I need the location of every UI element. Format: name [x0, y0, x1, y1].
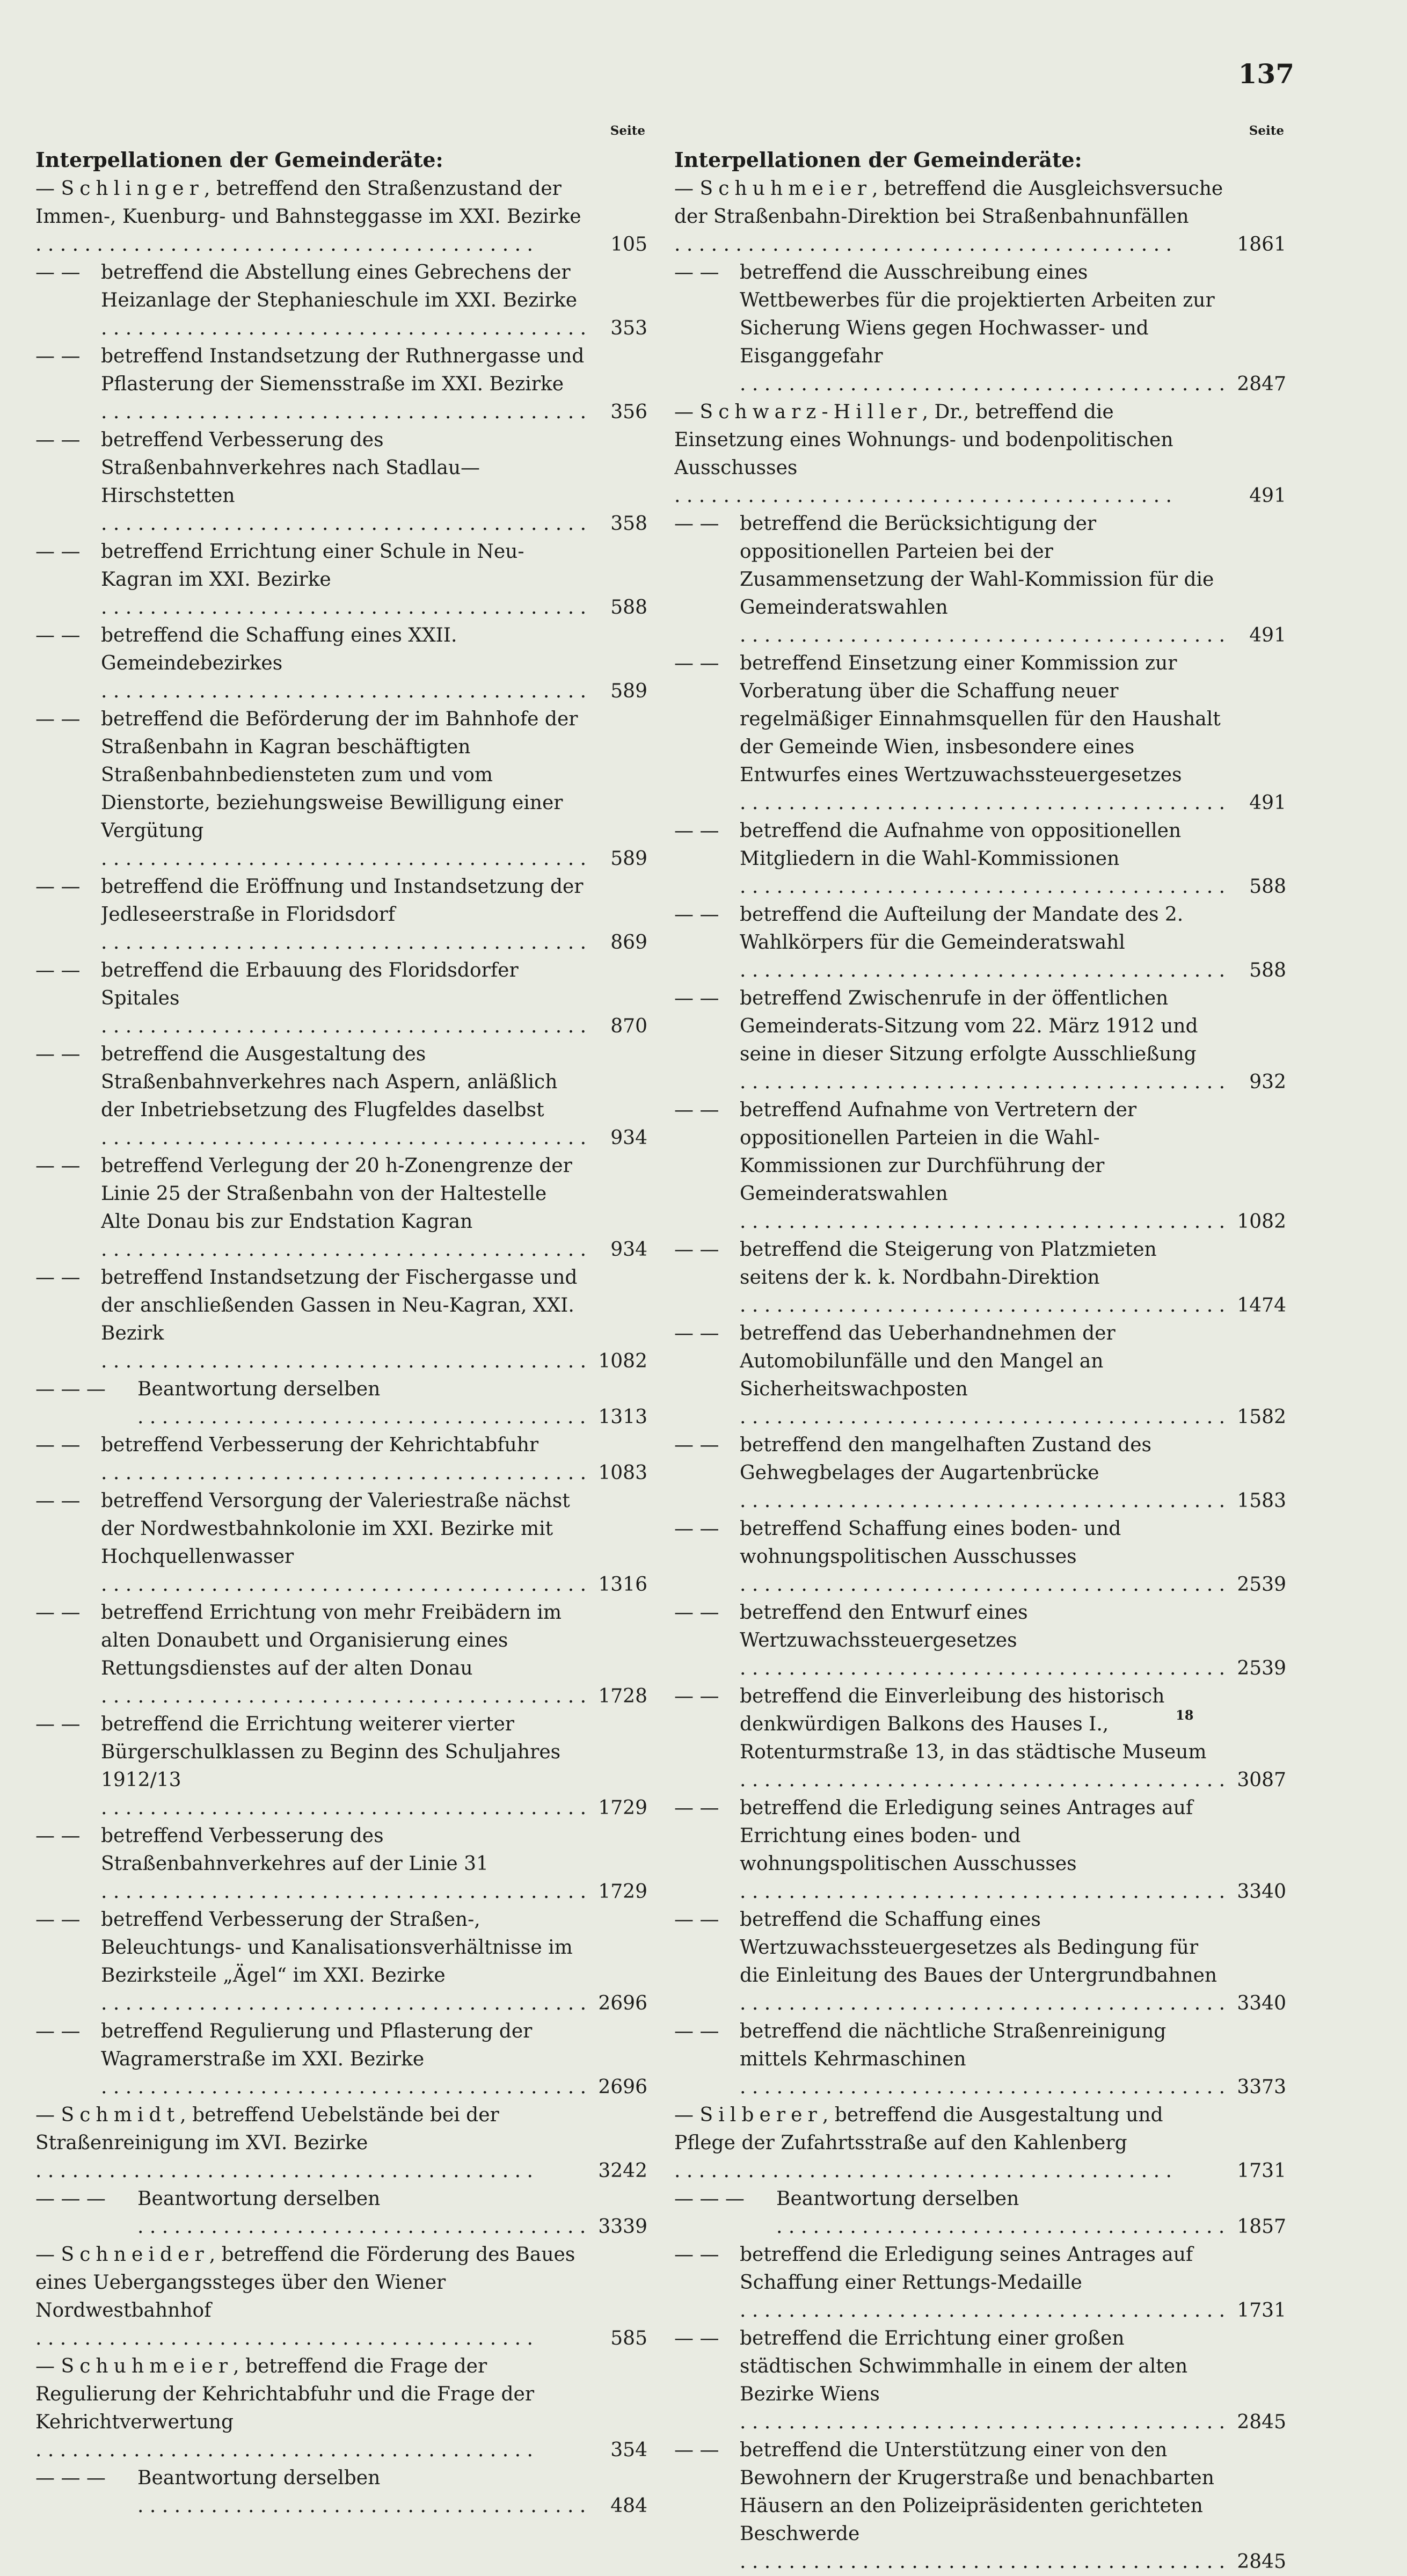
- entry-dash: — —: [35, 261, 81, 283]
- entry-dash: — —: [674, 904, 719, 926]
- entry-text: betreffend Verbesserung der Straßen-, Beleuchtungs- und Kanalisationsverhältnisse im Bezirksteile „Ägel“ im XXI. Bezirke: [101, 1909, 573, 1986]
- page-reference: 1731: [1237, 2160, 1286, 2182]
- index-entry: [674, 2101, 1286, 2185]
- entry-text: betreffend Errichtung von mehr Freibädern im alten Donaubett und Organisierung eines Rettungsdienstes auf der alten Donau: [101, 1602, 562, 1679]
- index-entry: [35, 2241, 647, 2353]
- entry-text: betreffend die Abstellung eines Gebrechens der Heizanlage der Stephanieschule im XXI. Bezirke: [101, 261, 578, 311]
- page-reference: 1316: [598, 1574, 647, 1596]
- index-entry: [35, 2464, 647, 2520]
- index-entry: [674, 2185, 1286, 2241]
- entry-text: betreffend die Erbauung des Floridsdorfer Spitales: [101, 959, 519, 1009]
- entry-dash: — —: [35, 1043, 81, 1065]
- page-number: 137: [1238, 58, 1294, 90]
- entry-dash: — —: [35, 2020, 81, 2042]
- councillor-name: Schuhmeier: [699, 178, 872, 200]
- page-reference: 870: [610, 1015, 647, 1037]
- page-reference: 491: [1249, 485, 1286, 507]
- index-entry: [674, 2018, 1286, 2101]
- entry-dash: — —: [35, 959, 81, 981]
- entry-text: betreffend die Erledigung seines Antrages auf Schaffung einer Rettungs-Medaille: [740, 2244, 1193, 2294]
- index-entry: [35, 1376, 647, 1431]
- entry-text: , betreffend die Frage der Regulierung der Kehrichtabfuhr und die Frage der Kehrichtverwertung: [35, 2355, 535, 2433]
- index-entry: [35, 873, 647, 957]
- entry-dash: — —: [674, 261, 719, 283]
- entry-text: betreffend den Entwurf eines Wertzuwachssteuergesetzes: [740, 1602, 1028, 1651]
- index-entry: [35, 1711, 647, 1822]
- entry-dash: — —: [674, 2439, 719, 2461]
- page-reference: 2845: [1237, 2411, 1286, 2433]
- entry-text: betreffend Verbesserung des Straßenbahnverkehres nach Stadlau—Hirschstetten: [101, 429, 480, 507]
- entry-text: , Dr., betreffend die Einsetzung eines Wohnungs- und bodenpolitischen Ausschusses: [674, 401, 1173, 479]
- page-reference: 869: [610, 932, 647, 954]
- index-entry: [35, 622, 647, 705]
- entry-text: , betreffend Uebelstände bei der Straßenreinigung im XVI. Bezirke: [35, 2104, 499, 2154]
- page-reference: 588: [1249, 876, 1286, 898]
- index-entry: [674, 398, 1286, 510]
- entry-dash: — —: [674, 1685, 719, 1707]
- index-entry: [674, 650, 1286, 817]
- entry-text: betreffend Instandsetzung der Ruthnergasse und Pflasterung der Siemensstraße im XXI. Bezirke: [101, 345, 585, 395]
- signature-mark: 18: [1176, 1707, 1194, 1723]
- seite-label-left: Seite: [610, 123, 645, 138]
- entry-list-right: [674, 175, 1286, 2576]
- page-reference: 3340: [1237, 1992, 1286, 2014]
- page-reference: 354: [610, 2439, 647, 2461]
- councillor-name: Schmidt: [61, 2104, 180, 2126]
- entry-dash: —: [35, 2355, 55, 2377]
- index-entry: [35, 705, 647, 873]
- entry-text: Beantwortung derselben: [137, 1378, 381, 1400]
- entry-dash: — —: [35, 1490, 81, 1512]
- page-reference: 1729: [598, 1797, 647, 1819]
- entry-dash: — —: [674, 652, 719, 674]
- index-entry: [35, 1822, 647, 1906]
- index-entry: [674, 2325, 1286, 2436]
- entry-dash: — —: [674, 1239, 719, 1261]
- index-entry: [35, 1040, 647, 1152]
- index-entry: [674, 1431, 1286, 1515]
- entry-dash: — —: [674, 1434, 719, 1456]
- page-reference: 3087: [1237, 1769, 1286, 1791]
- index-entry: [35, 2101, 647, 2185]
- page-reference: 934: [610, 1239, 647, 1261]
- entry-dash: — —: [674, 513, 719, 535]
- entry-text: , betreffend die Ausgestaltung und Pflege der Zufahrtsstraße auf den Kahlenberg: [674, 2104, 1163, 2154]
- entry-dash: — —: [35, 624, 81, 646]
- index-entry: [35, 343, 647, 426]
- entry-text: betreffend die Errichtung weiterer vierter Bürgerschulklassen zu Beginn des Schuljahres 1912/13: [101, 1713, 561, 1791]
- entry-dash: —: [674, 2104, 694, 2126]
- entry-dash: — —: [35, 541, 81, 563]
- seite-label-right: Seite: [1249, 123, 1284, 138]
- entry-dash: — —: [35, 1267, 81, 1289]
- right-column: [674, 123, 1286, 2576]
- entry-dash: — —: [674, 1099, 719, 1121]
- index-entry: [35, 1264, 647, 1376]
- page-reference: 589: [610, 680, 647, 702]
- page-reference: 1582: [1237, 1406, 1286, 1428]
- entry-dash: — — —: [35, 2467, 106, 2489]
- page-reference: 2539: [1237, 1574, 1286, 1596]
- page-reference: 1083: [598, 1462, 647, 1484]
- entry-text: Beantwortung derselben: [776, 2188, 1019, 2210]
- index-entry: [674, 1599, 1286, 1683]
- page-reference: 1082: [598, 1350, 647, 1372]
- page-reference: 2696: [598, 1992, 647, 2014]
- index-entry: [674, 817, 1286, 901]
- entry-dash: — —: [674, 1518, 719, 1540]
- page-reference: 1857: [1237, 2216, 1286, 2238]
- councillor-name: Schlinger: [61, 178, 204, 200]
- page-reference: 1729: [598, 1881, 647, 1903]
- entry-text: betreffend die nächtliche Straßenreinigung mittels Kehrmaschinen: [740, 2020, 1167, 2070]
- index-entry: [35, 1152, 647, 1264]
- index-entry: [35, 259, 647, 343]
- index-entry: [35, 538, 647, 622]
- entry-text: betreffend Zwischenrufe in der öffentlichen Gemeinderats-Sitzung vom 22. März 1912 und seine in dieser Sitzung erfolgte Ausschließung: [740, 987, 1198, 1065]
- entry-text: betreffend Aufnahme von Vertretern der oppositionellen Parteien in die Wahl-Kommissionen zur Durchführung der Gemeinderatswahlen: [740, 1099, 1137, 1205]
- entry-list-left: [35, 175, 647, 2520]
- entry-dash: — — —: [674, 2188, 745, 2210]
- index-entry: [35, 426, 647, 538]
- page-reference: 1583: [1237, 1490, 1286, 1512]
- page-reference: 353: [610, 317, 647, 339]
- index-entry: [674, 1515, 1286, 1599]
- entry-text: betreffend die Errichtung einer großen städtischen Schwimmhalle in einem der alten Bezirke Wiens: [740, 2327, 1188, 2405]
- entry-text: betreffend die Erledigung seines Antrages auf Errichtung eines boden- und wohnungspolitischen Ausschusses: [740, 1797, 1193, 1875]
- index-entry: [35, 1431, 647, 1487]
- index-entry: [35, 1599, 647, 1711]
- entry-text: betreffend das Ueberhandnehmen der Automobilunfälle und den Mangel an Sicherheitswachposten: [740, 1322, 1116, 1400]
- index-entry: [35, 2185, 647, 2241]
- page-reference: 585: [610, 2327, 647, 2349]
- entry-text: betreffend die Berücksichtigung der oppositionellen Parteien bei der Zusammensetzung der Wahl-Kommission für die Gemeinderatswahlen: [740, 513, 1214, 618]
- page-reference: 1728: [598, 1685, 647, 1707]
- entry-dash: — —: [35, 708, 81, 730]
- index-entry: [674, 901, 1286, 985]
- section-heading-right: Interpellationen der Gemeinderäte:: [674, 148, 1082, 172]
- entry-dash: — —: [35, 345, 81, 367]
- entry-dash: — —: [674, 2327, 719, 2349]
- entry-dash: — —: [674, 820, 719, 842]
- entry-text: betreffend die Unterstützung einer von den Bewohnern der Krugerstraße und benachbarten Häusern an den Polizeipräsidenten gerichteten Beschwerde: [740, 2439, 1214, 2545]
- page-reference: 491: [1249, 624, 1286, 646]
- page-reference: 105: [610, 234, 647, 256]
- councillor-name: Schwarz-Hiller: [699, 401, 922, 423]
- index-entry: [674, 2241, 1286, 2325]
- entry-text: betreffend Instandsetzung der Fischergasse und der anschließenden Gassen in Neu-Kagran, XXI. Bezirk: [101, 1267, 578, 1344]
- page-reference: 358: [610, 513, 647, 535]
- entry-dash: —: [674, 178, 694, 200]
- entry-text: betreffend die Steigerung von Platzmieten seitens der k. k. Nordbahn-Direktion: [740, 1239, 1157, 1289]
- index-entry: [35, 957, 647, 1040]
- page-reference: 1861: [1237, 234, 1286, 256]
- index-entry: [674, 1794, 1286, 1906]
- page-reference: 1731: [1237, 2300, 1286, 2322]
- entry-dash: — —: [674, 1909, 719, 1931]
- entry-text: betreffend Verbesserung der Kehrichtabfuhr: [101, 1434, 539, 1456]
- entry-dash: — —: [35, 1825, 81, 1847]
- page-reference: 1313: [598, 1406, 647, 1428]
- entry-text: Beantwortung derselben: [137, 2467, 381, 2489]
- entry-text: , betreffend die Förderung des Baues eines Uebergangssteges über den Wiener Nordwestbahnhof: [35, 2244, 575, 2322]
- page-reference: 2845: [1237, 2551, 1286, 2573]
- page-reference: 3340: [1237, 1881, 1286, 1903]
- page-reference: 3242: [598, 2160, 647, 2182]
- councillor-name: Silberer: [699, 2104, 822, 2126]
- page-reference: 932: [1249, 1071, 1286, 1093]
- page-reference: 588: [610, 596, 647, 618]
- entry-dash: —: [35, 2104, 55, 2126]
- entry-text: betreffend Errichtung einer Schule in Neu-Kagran im XXI. Bezirke: [101, 541, 524, 591]
- page-reference: 588: [1249, 959, 1286, 981]
- index-entry: [674, 1236, 1286, 1320]
- section-heading-left: Interpellationen der Gemeinderäte:: [35, 148, 443, 172]
- entry-dash: —: [35, 2244, 55, 2266]
- entry-text: , betreffend die Ausgleichsversuche der Straßenbahn-Direktion bei Straßenbahnunfällen: [674, 178, 1223, 228]
- index-entry: [35, 1487, 647, 1599]
- index-entry: [674, 175, 1286, 259]
- index-entry: [674, 1320, 1286, 1431]
- entry-dash: — —: [674, 1322, 719, 1344]
- page-reference: 484: [610, 2495, 647, 2517]
- entry-text: betreffend Versorgung der Valeriestraße nächst der Nordwestbahnkolonie im XXI. Bezirke mit Hochquellenwasser: [101, 1490, 570, 1568]
- page-reference: 356: [610, 401, 647, 423]
- page-reference: 1474: [1237, 1294, 1286, 1316]
- page-reference: 2696: [598, 2076, 647, 2098]
- entry-text: betreffend die Schaffung eines XXII. Gemeindebezirkes: [101, 624, 457, 674]
- entry-dash: —: [674, 401, 694, 423]
- entry-dash: — —: [674, 1797, 719, 1819]
- entry-dash: — —: [35, 1713, 81, 1735]
- entry-text: betreffend die Schaffung eines Wertzuwachssteuergesetzes als Bedingung für die Einleitung des Baues der Untergrundbahnen: [740, 1909, 1218, 1986]
- entry-text: betreffend den mangelhaften Zustand des Gehwegbelages der Augartenbrücke: [740, 1434, 1151, 1484]
- entry-dash: —: [35, 178, 55, 200]
- entry-text: betreffend Verlegung der 20 h-Zonengrenze der Linie 25 der Straßenbahn von der Haltestelle Alte Donau bis zur Endstation Kagran: [101, 1155, 572, 1233]
- entry-dash: — —: [35, 1909, 81, 1931]
- index-entry: [35, 2018, 647, 2101]
- entry-text: betreffend die Eröffnung und Instandsetzung der Jedleseerstraße in Floridsdorf: [101, 876, 584, 926]
- entry-text: betreffend Regulierung und Pflasterung der Wagramerstraße im XXI. Bezirke: [101, 2020, 533, 2070]
- entry-text: betreffend die Aufnahme von oppositionellen Mitgliedern in die Wahl-Kommissionen: [740, 820, 1182, 870]
- entry-dash: — —: [35, 1434, 81, 1456]
- page-reference: 934: [610, 1127, 647, 1149]
- index-entry: [674, 1683, 1286, 1794]
- councillor-name: Schneider: [61, 2244, 209, 2266]
- entry-text: betreffend die Ausschreibung eines Wettbewerbes für die projektierten Arbeiten zur Sicherung Wiens gegen Hochwasser- und Eisganggefahr: [740, 261, 1215, 367]
- page-reference: 589: [610, 848, 647, 870]
- page-reference: 1082: [1237, 1211, 1286, 1233]
- entry-text: betreffend Einsetzung einer Kommission zur Vorberatung über die Schaffung neuer regelmäßiger Einnahmsquellen für den Haushalt der Gemeinde Wien, insbesondere eines Entwurfes eines Wertzuwachssteuergesetzes: [740, 652, 1221, 786]
- index-entry: [674, 259, 1286, 398]
- entry-dash: — —: [674, 987, 719, 1009]
- entry-dash: — —: [674, 1602, 719, 1624]
- entry-dash: — —: [35, 1155, 81, 1177]
- entry-text: Beantwortung derselben: [137, 2188, 381, 2210]
- entry-text: betreffend die Beförderung der im Bahnhofe der Straßenbahn in Kagran beschäftigten Straßenbahnbediensteten zum und vom Dienstorte, beziehungsweise Bewilligung einer Vergütung: [101, 708, 578, 842]
- left-column: [35, 123, 647, 2520]
- page-reference: 2539: [1237, 1657, 1286, 1679]
- index-entry: [35, 2353, 647, 2464]
- entry-dash: — —: [35, 876, 81, 898]
- index-entry: [674, 1096, 1286, 1236]
- page-reference: 3373: [1237, 2076, 1286, 2098]
- page-reference: 491: [1249, 792, 1286, 814]
- entry-dash: — — —: [35, 1378, 106, 1400]
- entry-dash: — —: [674, 2020, 719, 2042]
- entry-dash: — —: [674, 2244, 719, 2266]
- entry-text: , betreffend den Straßenzustand der Immen-, Kuenburg- und Bahnsteggasse im XXI. Bezirke: [35, 178, 581, 228]
- entry-text: betreffend die Ausgestaltung des Straßenbahnverkehres nach Aspern, anläßlich der Inbetriebsetzung des Flugfeldes daselbst: [101, 1043, 558, 1121]
- entry-dash: — — —: [35, 2188, 106, 2210]
- index-entry: [674, 985, 1286, 1096]
- page-reference: 3339: [598, 2216, 647, 2238]
- index-entry: [35, 1906, 647, 2018]
- page-reference: 2847: [1237, 373, 1286, 395]
- councillor-name: Schuhmeier: [61, 2355, 234, 2377]
- index-entry: [674, 510, 1286, 650]
- entry-text: betreffend Verbesserung des Straßenbahnverkehres auf der Linie 31: [101, 1825, 489, 1875]
- entry-text: betreffend die Einverleibung des historisch denkwürdigen Balkons des Hauses I., Rotenturmstraße 13, in das städtische Museum: [740, 1685, 1207, 1763]
- entry-dash: — —: [35, 1602, 81, 1624]
- entry-text: betreffend die Aufteilung der Mandate des 2. Wahlkörpers für die Gemeinderatswahl: [740, 904, 1184, 954]
- entry-text: betreffend Schaffung eines boden- und wohnungspolitischen Ausschusses: [740, 1518, 1121, 1568]
- entry-dash: — —: [35, 429, 81, 451]
- index-entry: [35, 175, 647, 259]
- index-entry: [674, 2436, 1286, 2576]
- index-entry: [674, 1906, 1286, 2018]
